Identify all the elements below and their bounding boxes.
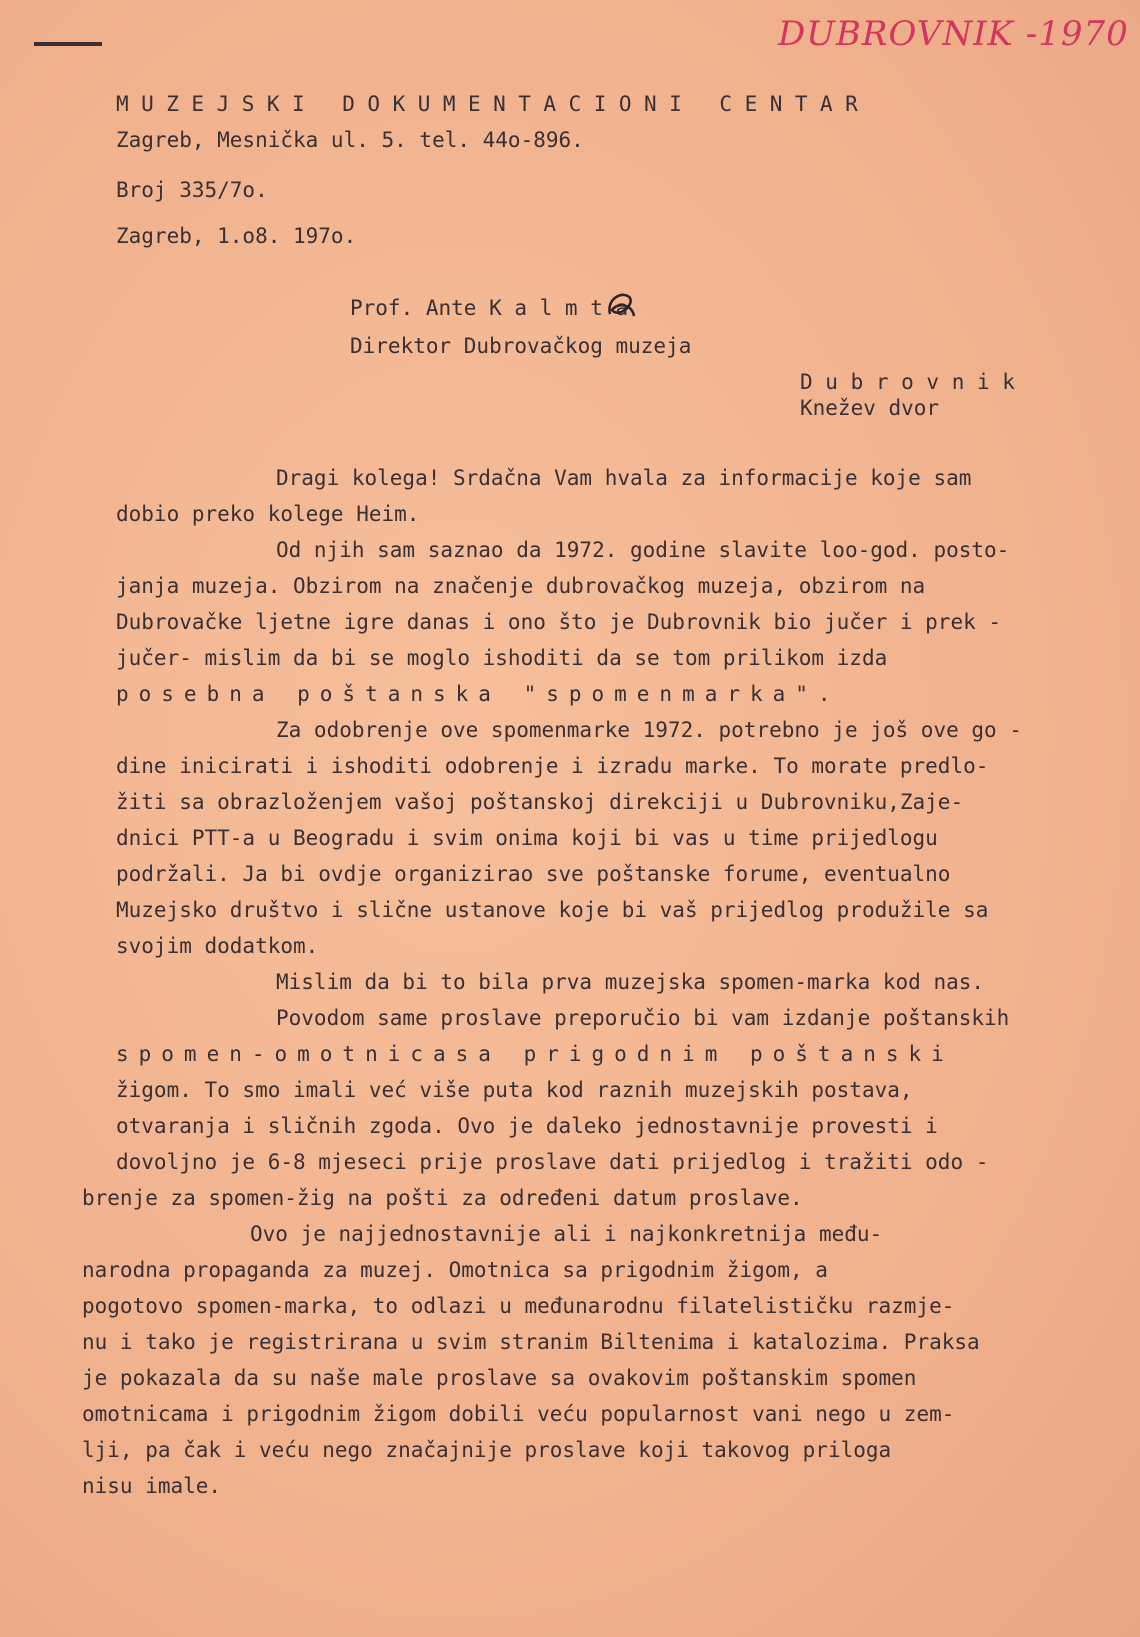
body-line: žiti sa obrazloženjem vašoj poštanskoj direkciji u Dubrovniku,Zaje- [116, 790, 964, 814]
letterhead-date: Zagreb, 1.o8. 197o. [116, 224, 357, 248]
body-line: janja muzeja. Obzirom na značenje dubrovačkog muzeja, obzirom na [116, 574, 926, 598]
body-line: brenje za spomen-žig na pošti za određeni datum proslave. [82, 1186, 803, 1210]
body-line: dine inicirati i ishoditi odobrenje i izradu marke. To morate predlo- [116, 754, 989, 778]
body-line: nisu imale. [82, 1474, 222, 1498]
body-line: jučer- mislim da bi se moglo ishoditi da se tom prilikom izda [116, 646, 888, 670]
body-line: Za odobrenje ove spomenmarke 1972. potrebno je još ove go - [276, 718, 1022, 742]
body-line: dobio preko kolege Heim. [116, 502, 420, 526]
body-line: nu i tako je registrirana u svim stranim Biltenima i katalozima. Praksa [82, 1330, 980, 1354]
body-line: dovoljno je 6-8 mjeseci prije proslave dati prijedlog i tražiti odo - [116, 1150, 989, 1174]
recipient-city: D u b r o v n i k [800, 370, 1015, 394]
letterhead-address: Zagreb, Mesnička ul. 5. tel. 44o-896. [116, 128, 584, 152]
body-line: Ovo je najjednostavnije ali i najkonkretnija među- [250, 1222, 883, 1246]
body-line: Muzejsko društvo i slične ustanove koje bi vaš prijedlog produžile sa [116, 898, 989, 922]
body-line: Dubrovačke ljetne igre danas i ono što je Dubrovnik bio jučer i prek - [116, 610, 1002, 634]
body-line: posebna poštanska "spomenmarka". [116, 682, 841, 706]
top-dash-mark [34, 42, 102, 46]
recipient-place: Knežev dvor [800, 396, 940, 420]
body-line: lji, pa čak i veću nego značajnije proslave koji takovog priloga [82, 1438, 892, 1462]
body-line: spomen-omotnicasa prigodnim poštanski [116, 1042, 954, 1066]
letterhead-number: Broj 335/7o. [116, 178, 268, 202]
letterhead-org: MUZEJSKI DOKUMENTACIONI CENTAR [116, 92, 871, 116]
handwritten-annotation: DUBROVNIK -1970 [778, 14, 1129, 54]
body-line: pogotovo spomen-marka, to odlazi u međunarodnu filatelističku razmje- [82, 1294, 955, 1318]
body-line: Dragi kolega! Srdačna Vam hvala za informacije koje sam [276, 466, 972, 490]
body-line: omotnicama i prigodnim žigom dobili veću popularnost vani nego u zem- [82, 1402, 955, 1426]
body-line: Mislim da bi to bila prva muzejska spomen-marka kod nas. [276, 970, 985, 994]
recipient-title: Direktor Dubrovačkog muzeja [350, 334, 692, 358]
body-line: žigom. To smo imali već više puta kod raznih muzejskih postava, [116, 1078, 913, 1102]
recipient-name: Prof. Ante K a l m t a [350, 296, 629, 320]
body-line: svojim dodatkom. [116, 934, 319, 958]
handwritten-correction-mark [604, 288, 638, 322]
body-line: je pokazala da su naše male proslave sa ovakovim poštanskim spomen [82, 1366, 917, 1390]
body-line: Od njih sam saznao da 1972. godine slavite loo-god. posto- [276, 538, 1010, 562]
body-line: narodna propaganda za muzej. Omotnica sa prigodnim žigom, a [82, 1258, 828, 1282]
body-line: Povodom same proslave preporučio bi vam izdanje poštanskih [276, 1006, 1010, 1030]
body-line: dnici PTT-a u Beogradu i svim onima koji bi vas u time prijedlogu [116, 826, 938, 850]
body-line: otvaranja i sličnih zgoda. Ovo je daleko jednostavnije provesti i [116, 1114, 938, 1138]
body-line: podržali. Ja bi ovdje organizirao sve poštanske forume, eventualno [116, 862, 951, 886]
